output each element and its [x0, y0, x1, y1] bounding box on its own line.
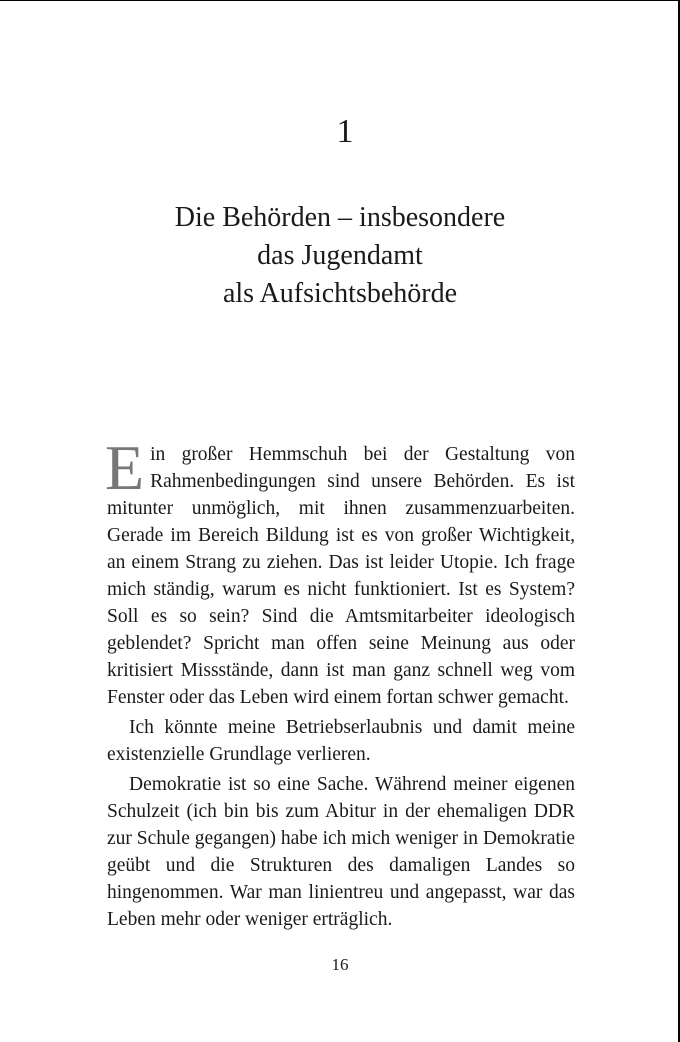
drop-cap: E	[105, 432, 145, 503]
chapter-title	[0, 199, 680, 313]
page-border-top	[0, 0, 680, 1]
body-text	[105, 432, 575, 933]
chapter-title-line: Die Behörden – insbesondere	[174, 202, 506, 233]
paragraph	[105, 432, 575, 711]
paragraph-text: in großer Hemmschuh bei der Gestaltung von Rahmenbedingungen sind unsere Behörden. Es ist mitunter unmöglich, mit ihnen zusammenzuarbeiten. Gerade im Bereich Bildung ist es von großer Wichtigkeit, an einem Strang zu ziehen. Das ist leider Utopie. Ich frage mich ständig, warum es nicht funktioniert. Ist es System? Soll es so sein? Sind die Amtsmitarbeiter ideologisch geblendet? Spricht man offen seine Meinung aus oder kritisiert Missstände, dann ist man ganz schnell weg vom Fenster oder das Leben wird einem fortan schwer gemacht.	[107, 444, 575, 708]
chapter-number: 1	[336, 113, 354, 150]
paragraph: Demokratie ist so eine Sache. Während meiner eigenen Schulzeit (ich bin bis zum Abitur in der ehemaligen DDR zur Schule gegangen) habe ich mich weniger in Demokratie geübt und die Strukturen des damaligen Landes so hingenommen. War man linientreu und angepasst, war das Leben mehr oder weniger erträglich.	[107, 774, 575, 930]
chapter-title-line: als Aufsichtsbehörde	[222, 278, 458, 309]
chapter-title-line: das Jugendamt	[257, 240, 423, 271]
page-number: 16	[331, 955, 349, 974]
paragraph: Ich könnte meine Betriebserlaubnis und damit meine existenzielle Grundlage verlieren.	[107, 717, 575, 765]
